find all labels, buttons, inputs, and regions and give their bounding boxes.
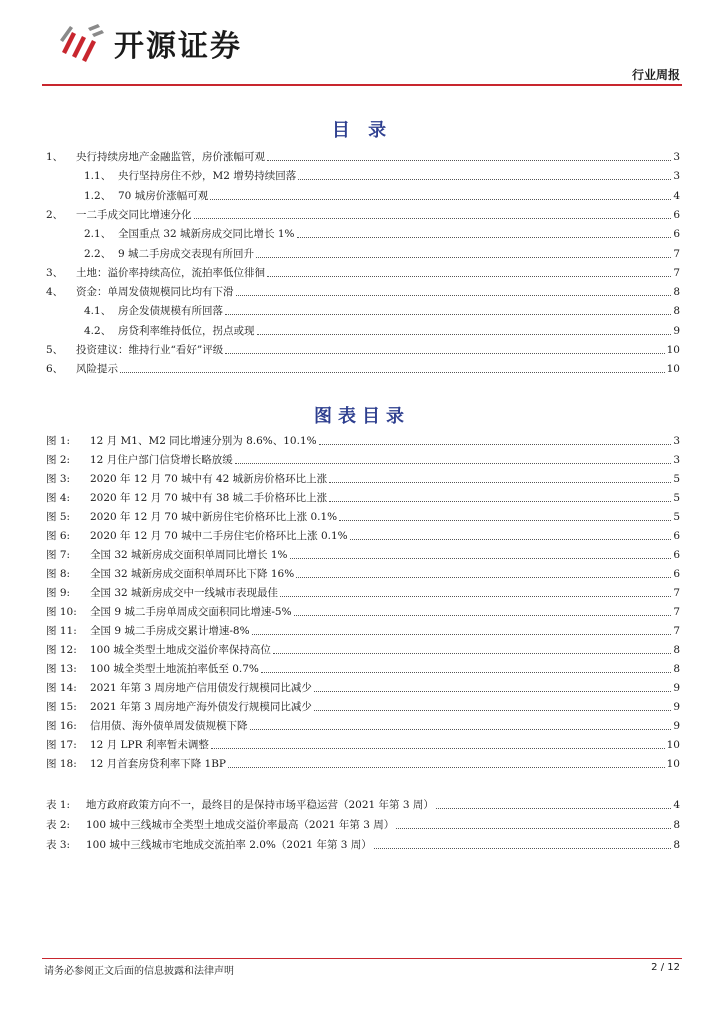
toc-entry[interactable]	[46, 146, 680, 164]
toc-entry[interactable]	[46, 262, 680, 280]
entry-number: 图 17:	[46, 739, 77, 751]
figure-entry[interactable]	[46, 639, 680, 657]
entry-number: 表 1:	[46, 799, 71, 811]
entry-page-number: 6	[673, 568, 680, 580]
entry-number: 1.1、	[84, 170, 112, 183]
table-entry[interactable]	[46, 814, 680, 832]
entry-page-number: 9	[673, 682, 680, 694]
entry-label: 一二手成交同比增速分化	[76, 208, 192, 221]
entry-label: 2020 年 12 月 70 城中有 38 城二手价格环比上涨	[90, 492, 328, 504]
entry-label: 12 月住户部门信贷增长略放缓	[90, 454, 233, 466]
table-entry[interactable]	[46, 794, 680, 812]
figure-entry[interactable]	[46, 696, 680, 714]
entry-page-number: 7	[673, 606, 680, 618]
entry-number: 图 9:	[46, 587, 71, 599]
dot-leader	[252, 634, 672, 635]
toc-entry[interactable]	[46, 281, 680, 299]
entry-page-number: 6	[673, 549, 680, 561]
entry-page-number: 7	[673, 587, 680, 599]
entry-label: 12 月 LPR 利率暂未调整	[90, 739, 209, 751]
entry-number: 2.1、	[84, 228, 112, 241]
entry-page-number: 3	[673, 435, 680, 447]
entry-number: 1、	[46, 151, 64, 163]
entry-page-number: 8	[673, 819, 680, 831]
toc-entry[interactable]	[84, 300, 680, 318]
entry-number: 图 2:	[46, 454, 71, 466]
entry-page-number: 9	[673, 720, 680, 732]
entry-label: 2021 年第 3 周房地产海外债发行规模同比减少	[90, 701, 312, 713]
entry-label: 全国 32 城新房成交面积单周环比下降 16%	[90, 568, 295, 580]
header-divider	[42, 84, 682, 86]
figure-entry[interactable]	[46, 658, 680, 676]
entry-label: 风险提示	[76, 363, 118, 376]
figure-entry[interactable]	[46, 582, 680, 600]
entry-page-number: 5	[673, 511, 680, 523]
entry-page-number: 6	[673, 228, 680, 241]
dot-leader	[298, 179, 671, 180]
entry-label: 100 城中三线城市全类型土地成交溢价率最高（2021 年第 3 周）	[86, 819, 395, 831]
entry-number: 图 7:	[46, 549, 71, 561]
entry-label: 央行持续房地产金融监管，房价涨幅可观	[76, 151, 265, 163]
entry-label: 信用债、海外债单周发债规模下降	[90, 720, 248, 732]
entry-label: 70 城房价涨幅可观	[118, 189, 209, 202]
entry-number: 图 13:	[46, 663, 77, 675]
dot-leader	[211, 748, 665, 749]
dot-leader	[319, 444, 672, 445]
report-type-label: 行业周报	[631, 68, 680, 82]
figure-entry[interactable]	[46, 544, 680, 562]
dot-leader	[210, 199, 671, 200]
dot-leader	[273, 653, 671, 654]
entry-label: 土地：溢价率持续高位，流拍率低位徘徊	[76, 266, 265, 279]
dot-leader	[256, 257, 671, 258]
entry-page-number: 4	[673, 189, 680, 202]
entry-label: 全国 32 城新房成交中一线城市表现最佳	[90, 587, 279, 599]
entry-page-number: 8	[673, 663, 680, 675]
entry-page-number: 7	[673, 266, 680, 279]
entry-page-number: 3	[673, 151, 680, 163]
figures-title: 图表目录	[314, 406, 410, 427]
toc-entry[interactable]	[46, 339, 680, 357]
entry-label: 12 月 M1、M2 同比增速分别为 8.6%、10.1%	[90, 435, 317, 447]
toc-entry[interactable]	[84, 185, 680, 203]
entry-number: 图 11:	[46, 625, 77, 637]
toc-entry[interactable]	[84, 165, 680, 183]
dot-leader	[296, 577, 671, 578]
entry-number: 1.2、	[84, 189, 112, 202]
dot-leader	[314, 710, 671, 711]
toc-title: 目 录	[331, 120, 393, 141]
toc-entry[interactable]	[84, 243, 680, 261]
entry-number: 6、	[46, 363, 64, 376]
dot-leader	[436, 808, 671, 809]
brand-name: 开源证券	[114, 29, 242, 64]
dot-leader	[225, 353, 664, 354]
dot-leader	[350, 539, 672, 540]
entry-number: 图 16:	[46, 720, 77, 732]
figure-entry[interactable]	[46, 449, 680, 467]
toc-entry[interactable]	[46, 358, 680, 376]
entry-page-number: 9	[673, 701, 680, 713]
entry-number: 4.1、	[84, 305, 112, 318]
entry-label: 2021 年第 3 周房地产信用债发行规模同比减少	[90, 682, 312, 694]
kaiyuan-logo-icon	[58, 22, 106, 64]
figure-entry[interactable]	[46, 715, 680, 733]
figure-entry[interactable]	[46, 620, 680, 638]
entry-label: 100 城全类型土地流拍率低至 0.7%	[90, 663, 259, 675]
entry-page-number: 8	[673, 286, 680, 299]
entry-number: 4.2、	[84, 324, 112, 337]
figure-entry[interactable]	[46, 677, 680, 695]
dot-leader	[267, 276, 671, 277]
dot-leader	[235, 463, 672, 464]
dot-leader	[257, 334, 672, 335]
entry-page-number: 8	[673, 839, 680, 851]
entry-number: 图 18:	[46, 758, 77, 770]
entry-number: 2.2、	[84, 247, 112, 260]
figure-entry[interactable]	[46, 601, 680, 619]
figure-entry[interactable]	[46, 468, 680, 486]
page-indicator: 2 / 12	[651, 962, 680, 973]
figure-entry[interactable]	[46, 734, 680, 752]
dot-leader	[339, 520, 671, 521]
entry-number: 图 1:	[46, 435, 71, 447]
dot-leader	[228, 767, 665, 768]
dot-leader	[267, 160, 671, 161]
entry-page-number: 5	[673, 473, 680, 485]
entry-number: 图 4:	[46, 492, 71, 504]
entry-label: 9 城二手房成交表现有所回升	[118, 247, 255, 260]
entry-label: 全国重点 32 城新房成交同比增长 1%	[118, 228, 295, 241]
legal-disclaimer: 请务必参阅正文后面的信息披露和法律声明	[44, 966, 234, 977]
entry-number: 图 6:	[46, 530, 71, 542]
dot-leader	[294, 615, 672, 616]
entry-number: 图 8:	[46, 568, 71, 580]
dot-leader	[194, 218, 672, 219]
entry-number: 图 15:	[46, 701, 77, 713]
entry-label: 地方政府政策方向不一，最终目的是保持市场平稳运营（2021 年第 3 周）	[86, 799, 434, 811]
entry-number: 图 14:	[46, 682, 77, 694]
dot-leader	[290, 558, 672, 559]
entry-page-number: 3	[673, 170, 680, 183]
entry-label: 100 城中三线城市宅地成交流拍率 2.0%（2021 年第 3 周）	[86, 839, 372, 851]
toc-entry[interactable]	[46, 204, 680, 222]
dot-leader	[374, 848, 672, 849]
entry-number: 图 5:	[46, 511, 71, 523]
entry-label: 12 月首套房贷利率下降 1BP	[90, 758, 226, 770]
figure-entry[interactable]	[46, 753, 680, 771]
entry-number: 表 2:	[46, 819, 71, 831]
entry-page-number: 8	[673, 644, 680, 656]
figure-entry[interactable]	[46, 563, 680, 581]
dot-leader	[236, 295, 672, 296]
brand-logo	[58, 22, 242, 64]
entry-page-number: 6	[673, 530, 680, 542]
dot-leader	[329, 501, 671, 502]
dot-leader	[314, 691, 671, 692]
dot-leader	[225, 314, 671, 315]
entry-label: 资金：单周发债规模同比均有下滑	[76, 286, 234, 299]
entry-number: 3、	[46, 266, 64, 279]
entry-number: 表 3:	[46, 839, 71, 851]
entry-label: 投资建议：维持行业“看好”评级	[76, 344, 224, 356]
entry-number: 4、	[46, 286, 64, 299]
toc-entry[interactable]	[84, 223, 680, 241]
dot-leader	[250, 729, 672, 730]
entry-label: 全国 9 城二手房成交累计增速-8%	[90, 625, 250, 637]
entry-page-number: 10	[666, 739, 680, 751]
entry-number: 5、	[46, 344, 64, 356]
entry-page-number: 3	[673, 454, 680, 466]
dot-leader	[280, 596, 671, 597]
dot-leader	[396, 828, 671, 829]
entry-page-number: 9	[673, 324, 680, 337]
footer-divider	[42, 958, 682, 959]
entry-label: 2020 年 12 月 70 城中新房住宅价格环比上涨 0.1%	[90, 511, 338, 523]
figure-entry[interactable]	[46, 506, 680, 524]
dot-leader	[329, 482, 671, 483]
entry-page-number: 8	[673, 305, 680, 318]
entry-page-number: 7	[673, 625, 680, 637]
entry-number: 图 3:	[46, 473, 71, 485]
table-entry[interactable]	[46, 834, 680, 852]
entry-number: 2、	[46, 208, 64, 221]
entry-label: 2020 年 12 月 70 城中有 42 城新房价格环比上涨	[90, 473, 328, 485]
entry-label: 2020 年 12 月 70 城中二手房住宅价格环比上涨 0.1%	[90, 530, 348, 542]
entry-page-number: 10	[666, 363, 680, 376]
entry-label: 全国 9 城二手房单周成交面积同比增速-5%	[90, 606, 292, 618]
entry-label: 房贷利率维持低位，拐点或现	[118, 324, 255, 337]
dot-leader	[261, 672, 671, 673]
entry-page-number: 10	[666, 758, 680, 770]
entry-label: 全国 32 城新房成交面积单周同比增长 1%	[90, 549, 288, 561]
entry-label: 100 城全类型土地成交溢价率保持高位	[90, 644, 271, 656]
entry-label: 房企发债规模有所回落	[118, 305, 223, 318]
entry-number: 图 12:	[46, 644, 77, 656]
figure-entry[interactable]	[46, 430, 680, 448]
entry-page-number: 6	[673, 208, 680, 221]
entry-page-number: 10	[666, 344, 680, 356]
dot-leader	[297, 237, 672, 238]
entry-page-number: 5	[673, 492, 680, 504]
entry-page-number: 7	[673, 247, 680, 260]
entry-label: 央行坚持房住不炒，M2 增势持续回落	[118, 170, 297, 183]
figure-entry[interactable]	[46, 487, 680, 505]
figure-entry[interactable]	[46, 525, 680, 543]
entry-number: 图 10:	[46, 606, 77, 618]
toc-entry[interactable]	[84, 320, 680, 338]
entry-page-number: 4	[673, 799, 680, 811]
dot-leader	[120, 372, 665, 373]
